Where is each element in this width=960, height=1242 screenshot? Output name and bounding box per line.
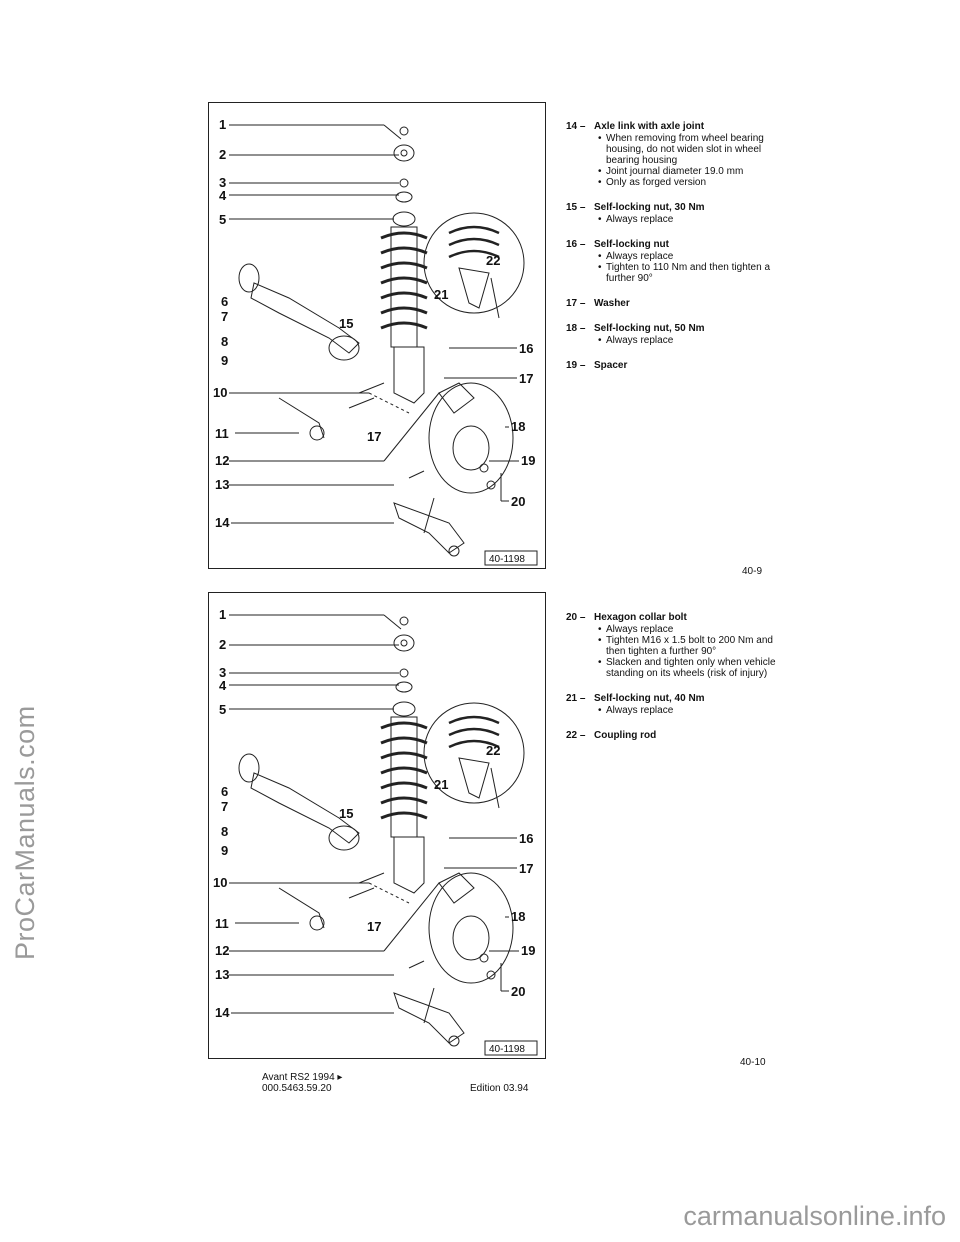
callout-22: 22 — [486, 253, 501, 268]
callout-14: 14 — [215, 515, 230, 530]
callout-3: 3 — [219, 175, 227, 190]
item-number: 14 – — [566, 121, 586, 132]
callout-19: 19 — [521, 943, 536, 958]
callout-21: 21 — [434, 287, 449, 302]
callout-4: 4 — [219, 188, 227, 203]
callout-5: 5 — [219, 212, 227, 227]
figure-reference: 40-1198 — [489, 554, 525, 565]
callout-20: 20 — [511, 494, 526, 509]
callout-6: 6 — [221, 294, 229, 309]
callout-17b: 17 — [367, 429, 382, 444]
callout-22: 22 — [486, 743, 501, 758]
callout-16: 16 — [519, 341, 534, 356]
legend-item-16 — [566, 239, 776, 284]
callout-10: 10 — [213, 385, 228, 400]
item-title: Spacer — [594, 360, 628, 371]
legend-bottom — [566, 612, 776, 755]
callout-18: 18 — [511, 419, 526, 434]
item-note: • Always replace — [600, 705, 776, 716]
footer-model — [262, 1072, 342, 1094]
page-number-bottom: 40-10 — [740, 1057, 766, 1068]
callout-17a: 17 — [519, 371, 534, 386]
legend-item-18 — [566, 323, 776, 346]
item-number: 15 – — [566, 202, 586, 213]
item-note: • Tighten M16 x 1.5 bolt to 200 Nm and then tighten a further 90° — [600, 635, 776, 657]
callout-12: 12 — [215, 943, 230, 958]
callout-2: 2 — [219, 147, 227, 162]
legend-item-17 — [566, 298, 776, 309]
callout-13: 13 — [215, 477, 230, 492]
item-note: • Joint journal diameter 19.0 mm — [600, 166, 776, 177]
suspension-diagram-bottom — [208, 592, 546, 1059]
figure-reference: 40-1198 — [489, 1044, 525, 1055]
callout-20: 20 — [511, 984, 526, 999]
callout-8: 8 — [221, 824, 229, 839]
callout-21: 21 — [434, 777, 449, 792]
callout-9: 9 — [221, 843, 229, 858]
item-number: 22 – — [566, 730, 586, 741]
legend-item-19 — [566, 360, 776, 371]
item-note: • Tighten to 110 Nm and then tighten a further 90° — [600, 262, 776, 284]
item-number: 16 – — [566, 239, 586, 250]
item-number: 19 – — [566, 360, 586, 371]
footer-edition: Edition 03.94 — [470, 1083, 529, 1094]
item-title: Self-locking nut, 40 Nm — [594, 693, 705, 704]
legend-item-20 — [566, 612, 776, 679]
callout-14: 14 — [215, 1005, 230, 1020]
footer-model-name: Avant RS2 1994 ▸ — [262, 1072, 343, 1083]
item-title: Washer — [594, 298, 630, 309]
callout-12: 12 — [215, 453, 230, 468]
item-note: • Always replace — [600, 214, 776, 225]
item-title: Coupling rod — [594, 730, 657, 741]
callout-15: 15 — [339, 316, 354, 331]
page-number-top: 40-9 — [742, 566, 763, 577]
item-number: 18 – — [566, 323, 586, 334]
item-title: Hexagon collar bolt — [594, 612, 687, 623]
diagram-drawing — [209, 593, 545, 1058]
callout-18: 18 — [511, 909, 526, 924]
callout-7: 7 — [221, 309, 229, 324]
callout-11: 11 — [215, 916, 229, 931]
item-note: • Only as forged version — [600, 177, 776, 188]
item-title: Self-locking nut, 30 Nm — [594, 202, 705, 213]
callout-8: 8 — [221, 334, 229, 349]
item-note: • Slacken and tighten only when vehicle standing on its wheels (risk of injury) — [600, 657, 776, 679]
diagram-drawing — [209, 103, 545, 568]
legend-item-15 — [566, 202, 776, 225]
callout-1: 1 — [219, 607, 227, 622]
item-number: 17 – — [566, 298, 586, 309]
legend-item-14 — [566, 121, 776, 188]
item-note: • Always replace — [600, 624, 776, 635]
item-note: • Always replace — [600, 335, 776, 346]
callout-15: 15 — [339, 806, 354, 821]
callout-6: 6 — [221, 784, 229, 799]
item-note: • When removing from wheel bearing housing, do not widen slot in wheel bearing housing — [600, 133, 776, 166]
item-title: Self-locking nut — [594, 239, 669, 250]
callout-1: 1 — [219, 117, 227, 132]
callout-4: 4 — [219, 678, 227, 693]
legend-item-21 — [566, 693, 776, 716]
callout-11: 11 — [215, 426, 229, 441]
callout-10: 10 — [213, 875, 228, 890]
callout-2: 2 — [219, 637, 227, 652]
callout-16: 16 — [519, 831, 534, 846]
item-note: • Always replace — [600, 251, 776, 262]
item-number: 20 – — [566, 612, 586, 623]
callout-3: 3 — [219, 665, 227, 680]
item-title: Self-locking nut, 50 Nm — [594, 323, 705, 334]
item-number: 21 – — [566, 693, 586, 704]
callout-5: 5 — [219, 702, 227, 717]
callout-17a: 17 — [519, 861, 534, 876]
callout-17b: 17 — [367, 919, 382, 934]
legend-top — [566, 121, 776, 385]
bottom-watermark: carmanualsonline.info — [683, 1201, 946, 1231]
item-title: Axle link with axle joint — [594, 121, 705, 132]
callout-19: 19 — [521, 453, 536, 468]
legend-item-22 — [566, 730, 776, 741]
footer-doc-code: 000.5463.59.20 — [262, 1083, 332, 1094]
suspension-diagram-top — [208, 102, 546, 569]
callout-7: 7 — [221, 799, 229, 814]
callout-9: 9 — [221, 353, 229, 368]
callout-13: 13 — [215, 967, 230, 982]
side-watermark: ProCarManuals.com — [10, 705, 40, 960]
